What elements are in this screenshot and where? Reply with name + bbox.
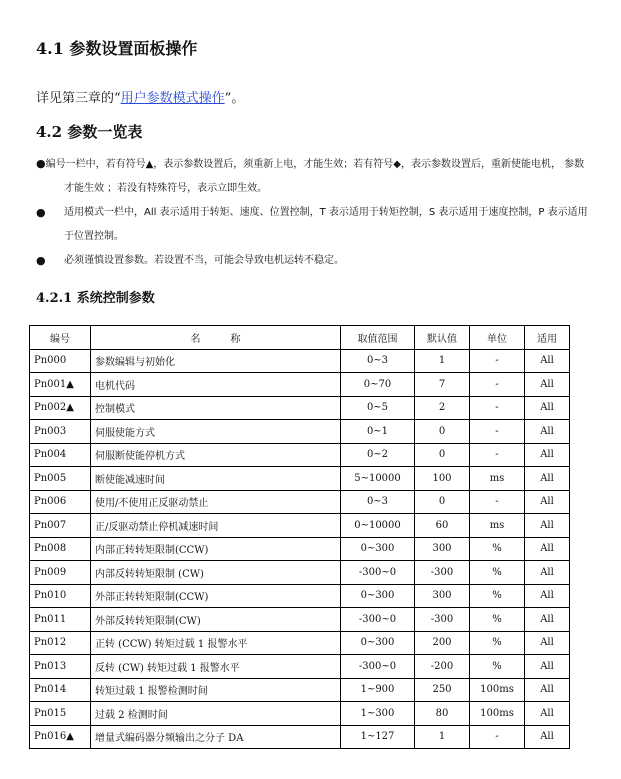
param-applicable: All	[525, 467, 570, 491]
param-code: Pn007	[30, 514, 91, 538]
param-name: 使用/不使用正反驱动禁止	[91, 490, 341, 514]
param-name: 反转 (CW) 转矩过载 1 报警水平	[91, 655, 341, 679]
param-unit: %	[470, 584, 525, 608]
param-unit: -	[470, 725, 525, 749]
param-range: 0~300	[341, 584, 415, 608]
param-default: 80	[415, 702, 470, 726]
param-unit: 100ms	[470, 678, 525, 702]
param-name: 转矩过载 1 报警检测时间	[91, 678, 341, 702]
param-applicable: All	[525, 584, 570, 608]
section2-title: 4.2 参数一览表	[36, 123, 143, 141]
param-unit: 100ms	[470, 702, 525, 726]
param-applicable: All	[525, 655, 570, 679]
param-range: 1~300	[341, 702, 415, 726]
col-header-code: 编号	[30, 326, 91, 350]
param-applicable: All	[525, 561, 570, 585]
param-range: 0~1	[341, 420, 415, 444]
table-row	[30, 678, 570, 702]
param-default: 300	[415, 584, 470, 608]
param-code: Pn010	[30, 584, 91, 608]
param-unit: -	[470, 443, 525, 467]
table-row	[30, 702, 570, 726]
param-applicable: All	[525, 631, 570, 655]
param-name: 正/反驱动禁止停机减速时间	[91, 514, 341, 538]
table-row	[30, 467, 570, 491]
param-unit: -	[470, 490, 525, 514]
param-range: -300~0	[341, 561, 415, 585]
param-applicable: All	[525, 490, 570, 514]
note-text: 适用模式一栏中，All 表示适用于转矩、速度、位置控制，T 表示适用于转矩控制，S 表示适用于速度控制，P 表示适用于位置控制。	[64, 207, 588, 242]
param-unit: %	[470, 631, 525, 655]
subsection-title: 4.2.1 系统控制参数	[36, 291, 155, 306]
param-code: Pn012	[30, 631, 91, 655]
table-header-row	[30, 326, 570, 350]
param-range: -300~0	[341, 608, 415, 632]
table-row	[30, 725, 570, 749]
param-default: 1	[415, 349, 470, 373]
param-applicable: All	[525, 725, 570, 749]
param-range: -300~0	[341, 655, 415, 679]
param-applicable: All	[525, 396, 570, 420]
intro-paragraph	[36, 87, 244, 106]
param-applicable: All	[525, 678, 570, 702]
param-code: Pn005	[30, 467, 91, 491]
col-header-applicable: 适用	[525, 326, 570, 350]
param-unit: -	[470, 349, 525, 373]
param-name: 电机代码	[91, 373, 341, 397]
param-range: 0~5	[341, 396, 415, 420]
table-row	[30, 608, 570, 632]
param-default: 0	[415, 443, 470, 467]
param-default: 200	[415, 631, 470, 655]
param-default: 300	[415, 537, 470, 561]
param-name: 伺服断使能停机方式	[91, 443, 341, 467]
param-name: 参数编辑与初始化	[91, 349, 341, 373]
param-default: -300	[415, 608, 470, 632]
param-code: Pn009	[30, 561, 91, 585]
param-default: -300	[415, 561, 470, 585]
param-unit: %	[470, 655, 525, 679]
param-applicable: All	[525, 373, 570, 397]
param-range: 0~3	[341, 490, 415, 514]
param-code: Pn000	[30, 349, 91, 373]
note-item	[36, 249, 592, 273]
param-unit: -	[470, 373, 525, 397]
param-default: 60	[415, 514, 470, 538]
param-unit: -	[470, 420, 525, 444]
param-code: Pn015	[30, 702, 91, 726]
param-code: Pn014	[30, 678, 91, 702]
note-text: 编号一栏中，若有符号▲，表示参数设置后，须重新上电，才能生效；若有符号◆，表示参数设置后，重新使能电机， 参数才能生效 ；若没有特殊符号，表示立即生效。	[45, 159, 585, 194]
param-name: 内部反转转矩限制 (CW)	[91, 561, 341, 585]
section-title: 4.1 参数设置面板操作	[36, 39, 198, 58]
param-code: Pn004	[30, 443, 91, 467]
table-row	[30, 420, 570, 444]
param-name: 内部正转转矩限制(CCW)	[91, 537, 341, 561]
param-code: Pn002▲	[30, 396, 91, 420]
param-code: Pn001▲	[30, 373, 91, 397]
param-default: 250	[415, 678, 470, 702]
param-range: 5~10000	[341, 467, 415, 491]
param-code: Pn003	[30, 420, 91, 444]
intro-suffix: ”。	[224, 91, 245, 106]
param-range: 0~10000	[341, 514, 415, 538]
param-applicable: All	[525, 702, 570, 726]
table-row	[30, 537, 570, 561]
param-unit: ms	[470, 514, 525, 538]
param-range: 1~900	[341, 678, 415, 702]
table-row	[30, 349, 570, 373]
param-code: Pn006	[30, 490, 91, 514]
table-row	[30, 490, 570, 514]
intro-prefix: 详见第三章的“	[36, 91, 121, 106]
param-applicable: All	[525, 537, 570, 561]
table-row	[30, 655, 570, 679]
param-name: 外部正转转矩限制(CCW)	[91, 584, 341, 608]
note-item	[36, 152, 592, 201]
param-name: 增量式编码器分频输出之分子 DA	[91, 725, 341, 749]
table-row	[30, 584, 570, 608]
param-range: 1~127	[341, 725, 415, 749]
table-row	[30, 443, 570, 467]
notes-list	[36, 152, 592, 273]
param-applicable: All	[525, 608, 570, 632]
param-applicable: All	[525, 514, 570, 538]
user-param-mode-link[interactable]: 用户参数模式操作	[120, 91, 225, 106]
note-item	[36, 201, 592, 249]
system-control-params-table	[29, 325, 570, 749]
param-code: Pn008	[30, 537, 91, 561]
param-unit: ms	[470, 467, 525, 491]
param-range: 0~3	[341, 349, 415, 373]
param-applicable: All	[525, 349, 570, 373]
param-default: 1	[415, 725, 470, 749]
col-header-default: 默认值	[415, 326, 470, 350]
param-name: 断使能减速时间	[91, 467, 341, 491]
col-header-name: 名 称	[91, 326, 341, 350]
table-row	[30, 561, 570, 585]
param-unit: %	[470, 608, 525, 632]
col-header-unit: 单位	[470, 326, 525, 350]
param-default: 7	[415, 373, 470, 397]
param-range: 0~2	[341, 443, 415, 467]
table-row	[30, 631, 570, 655]
table-row	[30, 514, 570, 538]
param-applicable: All	[525, 443, 570, 467]
bullet-icon: ●	[36, 254, 46, 267]
param-name: 过载 2 检测时间	[91, 702, 341, 726]
param-name: 正转 (CCW) 转矩过载 1 报警水平	[91, 631, 341, 655]
param-name: 外部反转转矩限制(CW)	[91, 608, 341, 632]
param-name: 伺服使能方式	[91, 420, 341, 444]
param-unit: -	[470, 396, 525, 420]
param-range: 0~300	[341, 537, 415, 561]
param-range: 0~70	[341, 373, 415, 397]
param-default: 2	[415, 396, 470, 420]
col-header-range: 取值范围	[341, 326, 415, 350]
param-range: 0~300	[341, 631, 415, 655]
table-row	[30, 373, 570, 397]
bullet-icon: ●	[36, 157, 46, 170]
param-default: 100	[415, 467, 470, 491]
param-code: Pn011	[30, 608, 91, 632]
param-unit: %	[470, 561, 525, 585]
param-default: 0	[415, 420, 470, 444]
note-text: 必须谨慎设置参数。若设置不当，可能会导致电机运转不稳定。	[64, 255, 344, 266]
param-unit: %	[470, 537, 525, 561]
param-name: 控制模式	[91, 396, 341, 420]
param-default: -200	[415, 655, 470, 679]
bullet-icon: ●	[36, 206, 46, 219]
table-row	[30, 396, 570, 420]
param-code: Pn016▲	[30, 725, 91, 749]
param-default: 0	[415, 490, 470, 514]
param-code: Pn013	[30, 655, 91, 679]
param-applicable: All	[525, 420, 570, 444]
